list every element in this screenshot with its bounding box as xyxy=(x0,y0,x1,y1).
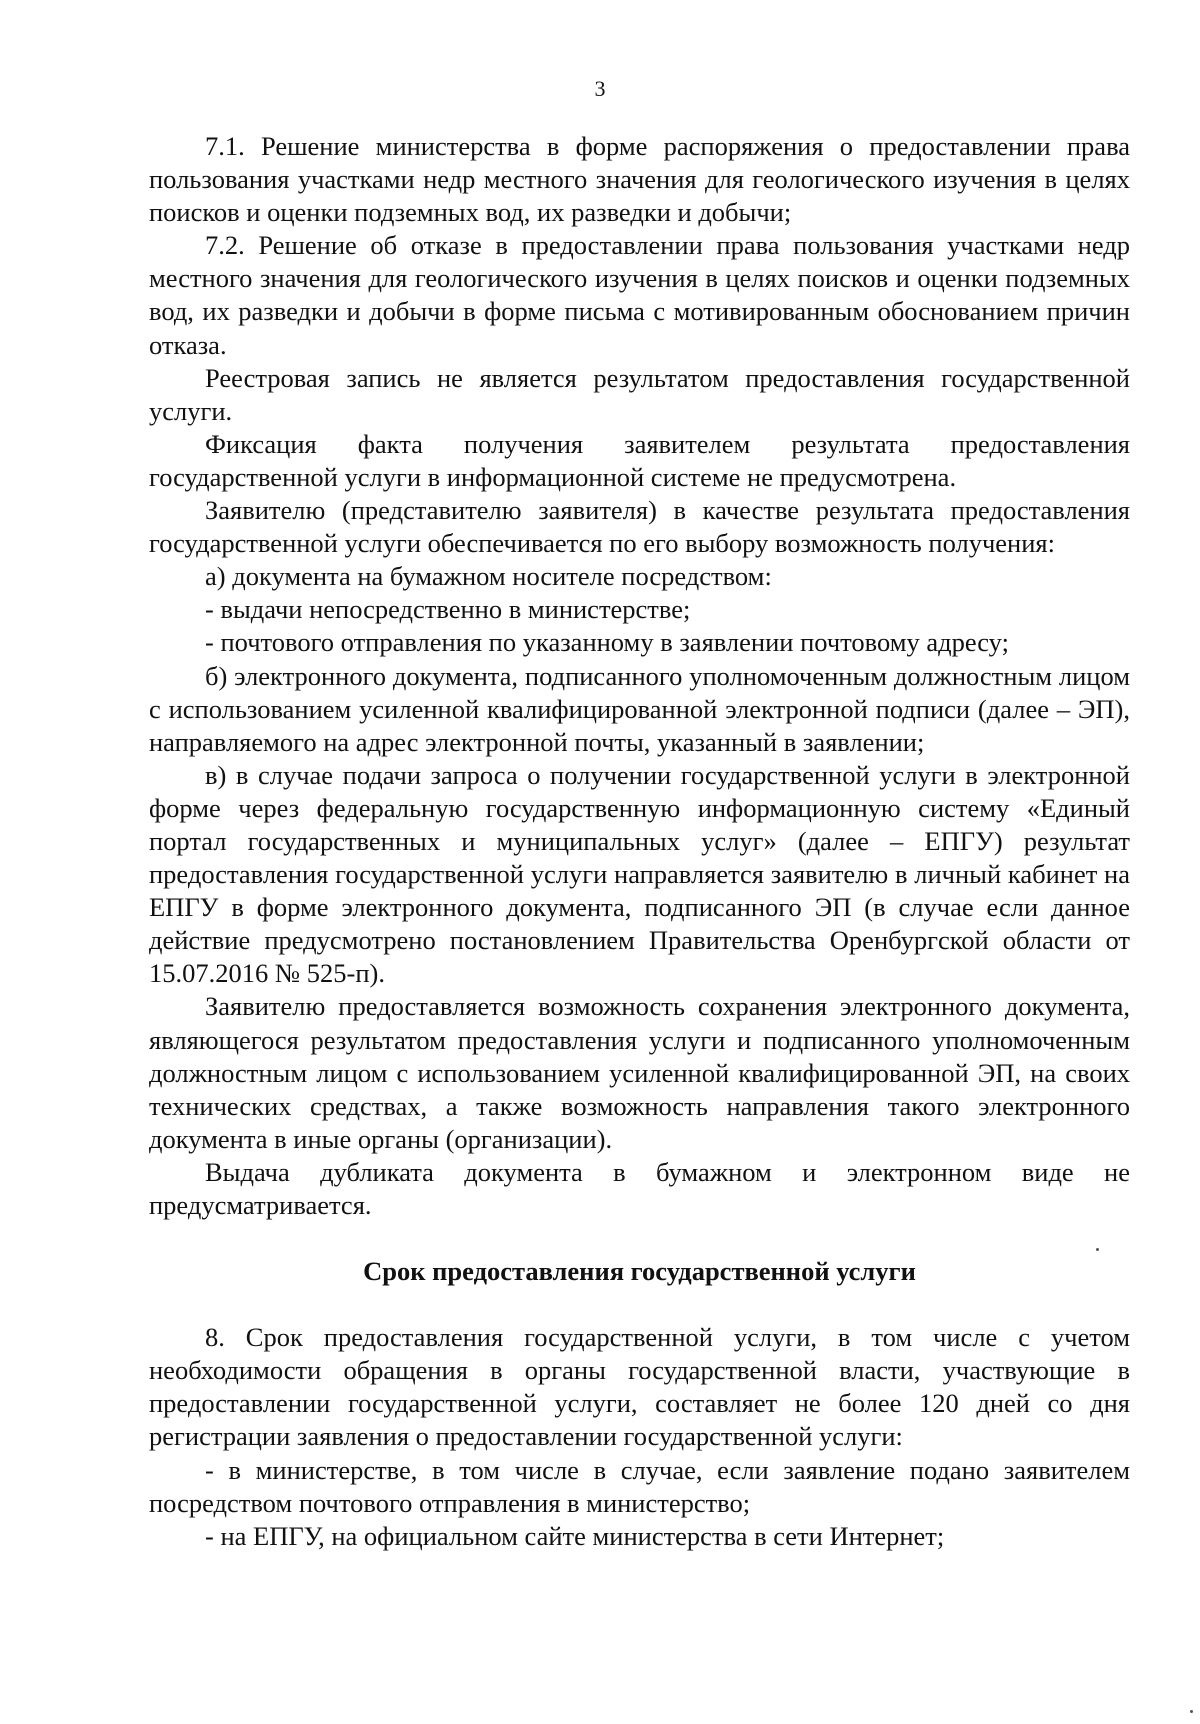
paragraph-8: 8. Срок предоставления государственной услуги, в том числе с учетом необходимости обращения в органы государственной власти, участвующие в предоставлении государственной услуги, составляет не более 120 дней со дня регистрации заявления о предоставлении государственной услуги: xyxy=(149,1322,1130,1452)
list-item-b: б) электронного документа, подписанного уполномоченным должностным лицом с использованием усиленной квалифицированной электронной подписи (далее – ЭП), направляемого на адрес электронной почты, указанный в заявлении; xyxy=(149,660,1130,757)
paragraph-registry-record: Реестровая запись не является результатом предоставления государственной услуги. xyxy=(149,362,1130,426)
list-item-a: а) документа на бумажном носителе посредством: xyxy=(205,561,772,592)
paragraph-saving-document: Заявителю предоставляется возможность сохранения электронного документа, являющегося результатом предоставления услуги и подписанного уполномоченным должностным лицом с использованием усиленной квалифицированной ЭП, на своих технических средствах, а также возможность направления такого электронного документа в иные органы (организации). xyxy=(149,991,1130,1154)
list-item-ministry-issue: - выдачи непосредственно в министерстве; xyxy=(205,594,691,625)
section-heading: Срок предоставления государственной услуги xyxy=(363,1256,916,1287)
paragraph-duplicate: Выдача дубликата документа в бумажном и электронном виде не предусматривается. xyxy=(149,1156,1130,1220)
list-item-postal: - почтового отправления по указанному в заявлении почтовому адресу; xyxy=(205,627,1009,658)
paragraph-7-2: 7.2. Решение об отказе в предоставлении права пользования участками недр местного значения для геологического изучения в целях поисков и оценки подземных вод, их разведки и добычи в форме письма с мотивированным обоснованием причин отказа. xyxy=(149,230,1130,360)
scan-speck xyxy=(1190,1710,1193,1713)
list-item-v: в) в случае подачи запроса о получении государственной услуги в электронной форме через федеральную государственную информационную систему «Единый портал государственных и муниципальных услуг» (далее – ЕПГУ) результат предоставления государственной услуги направляется заявителю в личный кабинет на ЕПГУ в форме электронного документа, подписанного ЭП (в случае если данное действие предусмотрено постановлением Правительства Оренбургской области от 15.07.2016 № 525-п). xyxy=(149,759,1130,989)
page-number: 3 xyxy=(594,76,606,101)
list-item-in-ministry: - в министерстве, в том числе в случае, если заявление подано заявителем посредством почтового отправления в министерство; xyxy=(149,1454,1130,1518)
paragraph-applicant-options: Заявителю (представителю заявителя) в качестве результата предоставления государственной услуги обеспечивается по его выбору возможность получения: xyxy=(149,495,1130,559)
paragraph-receipt-fixation: Фиксация факта получения заявителем результата предоставления государственной услуги в информационной системе не предусмотрена. xyxy=(149,428,1130,492)
paragraph-7-1: 7.1. Решение министерства в форме распоряжения о предоставлении права пользования участками недр местного значения для геологического изучения в целях поисков и оценки подземных вод, их разведки и добычи; xyxy=(149,131,1130,228)
spacer xyxy=(149,1222,1130,1255)
spacer xyxy=(149,1288,1130,1321)
document-body xyxy=(149,130,1130,1553)
scan-speck xyxy=(1096,1248,1099,1251)
list-item-epgu: - на ЕПГУ, на официальном сайте министерства в сети Интернет; xyxy=(205,1520,945,1551)
